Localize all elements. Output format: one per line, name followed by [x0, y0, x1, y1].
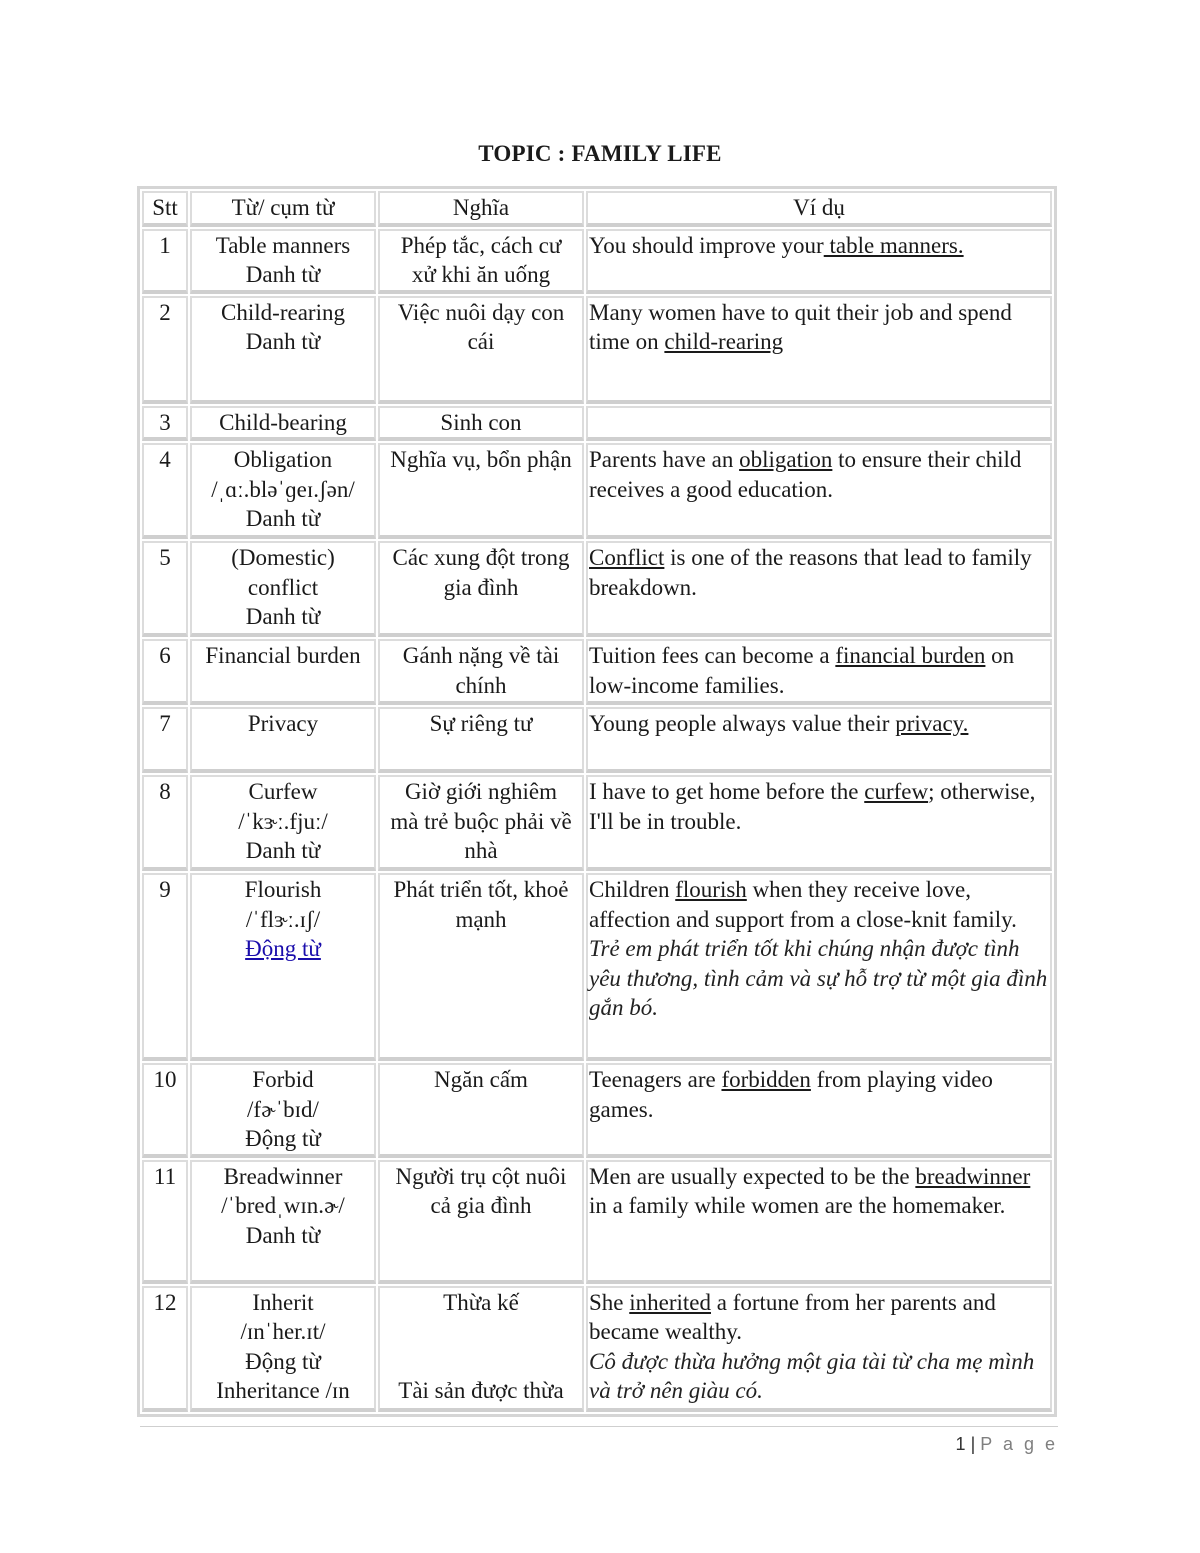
example-cell: [586, 406, 1052, 442]
word-cell: [190, 296, 376, 404]
example-keyword: obligation: [739, 447, 833, 472]
meaning-line: gia đình: [443, 574, 519, 600]
example-sentence: [589, 1067, 993, 1122]
word-line: /fɚˈbɪd/: [247, 1096, 319, 1122]
example-text: Men are usually expected to be the: [589, 1163, 916, 1189]
table-row: [142, 639, 1052, 705]
meaning-line: Gánh nặng về tài: [402, 643, 560, 668]
example-text: a fortune from her parents and became wealthy.: [589, 1289, 996, 1344]
word-cell: [190, 229, 376, 294]
meaning-line: cái: [467, 329, 495, 354]
example-text: Tuition fees can become a: [589, 643, 836, 668]
page-label: P a g e: [980, 1434, 1058, 1454]
word-line: Flourish: [244, 877, 322, 902]
word-line: Danh từ: [245, 604, 321, 629]
example-sentence: [589, 447, 1021, 502]
meaning-cell: [378, 229, 584, 294]
table-row: [142, 443, 1052, 539]
meaning-cell: [378, 873, 584, 1061]
meaning-line: xử khi ăn uống: [411, 262, 551, 287]
row-number: 12: [142, 1286, 188, 1412]
word-cell: [190, 406, 376, 442]
meaning-cell: [378, 541, 584, 637]
word-line: /ˈflɝː.ɪʃ/: [245, 906, 321, 932]
footer-rule: [140, 1426, 1058, 1427]
row-number: 7: [142, 707, 188, 773]
meaning-line: [381, 1347, 581, 1377]
page-number: 1: [955, 1434, 966, 1454]
table-row: [142, 541, 1052, 637]
page-separator: |: [970, 1434, 976, 1454]
example-text: in a family while women are the homemaker.: [589, 1193, 1006, 1218]
example-keyword: forbidden: [721, 1067, 811, 1092]
header-stt: Stt: [142, 191, 188, 227]
word-cell: [190, 639, 376, 705]
example-text: ; otherwise, I'll be in trouble.: [589, 779, 1036, 834]
meaning-cell: [378, 1160, 584, 1284]
word-line: Danh từ: [245, 506, 321, 531]
meaning-line: Phát triển tốt, khoẻ: [393, 877, 569, 902]
example-cell: [586, 639, 1052, 705]
example-sentence: [589, 300, 1012, 355]
example-keyword: Conflict: [589, 545, 665, 570]
vocabulary-table: [137, 186, 1057, 1417]
example-translation: Trẻ em phát triển tốt khi chúng nhận được tình yêu thương, tình cảm và sự hỗ trợ từ một gia đình gắn bó.: [589, 936, 1048, 1020]
example-cell: [586, 541, 1052, 637]
example-text: Children: [589, 877, 676, 902]
example-cell: [586, 1063, 1052, 1158]
meaning-line: Tài sản được thừa: [398, 1378, 564, 1403]
example-cell: [586, 229, 1052, 294]
word-line: Danh từ: [245, 262, 321, 287]
meaning-cell: [378, 1286, 584, 1412]
example-text: Teenagers are: [589, 1067, 722, 1092]
example-keyword: privacy.: [895, 711, 969, 736]
example-text: to ensure their child receives a good education.: [589, 447, 1022, 502]
word-line: /ˈkɝː.fjuː/: [238, 808, 328, 834]
meaning-line: Thừa kế: [443, 1289, 519, 1315]
example-keyword: flourish: [675, 877, 747, 902]
word-type-link[interactable]: Động từ: [245, 936, 321, 961]
word-line: Forbid: [252, 1067, 314, 1092]
table-row: [142, 296, 1052, 404]
example-text: when they receive love, affection and support from a close-knit family.: [589, 877, 1017, 932]
row-number: 1: [142, 229, 188, 294]
example-text: You should improve your: [589, 232, 824, 258]
example-sentence: [589, 1290, 996, 1345]
page-footer: [956, 1434, 1058, 1455]
word-line: (Domestic): [231, 545, 335, 570]
meaning-line: [381, 1317, 581, 1347]
table-row: [142, 873, 1052, 1061]
word-cell: [190, 707, 376, 773]
word-line: Child-bearing: [219, 409, 347, 435]
table-row: [142, 1160, 1052, 1284]
table-row: [142, 707, 1052, 773]
meaning-cell: [378, 707, 584, 773]
word-line: conflict: [247, 574, 319, 600]
meaning-line: Các xung đột trong: [392, 545, 570, 570]
example-cell: [586, 873, 1052, 1061]
word-cell: [190, 775, 376, 871]
word-line: Động từ: [245, 1126, 321, 1151]
meaning-line: Việc nuôi dạy con: [397, 299, 565, 325]
example-keyword: curfew: [864, 779, 929, 804]
header-word: Từ/ cụm từ: [190, 191, 376, 227]
header-example: Ví dụ: [586, 191, 1052, 227]
meaning-cell: [378, 639, 584, 705]
word-line: Inheritance /ɪn: [216, 1378, 350, 1403]
meaning-line: Nghĩa vụ, bổn phận: [390, 447, 572, 472]
meaning-line: Ngăn cấm: [434, 1067, 528, 1092]
example-sentence: [589, 779, 1035, 834]
example-sentence: [589, 233, 964, 258]
word-line: Privacy: [247, 711, 319, 736]
word-line: /ˈbredˌwɪn.ɚ/: [221, 1193, 345, 1218]
example-cell: [586, 1160, 1052, 1284]
example-translation: Cô được thừa hưởng một gia tài từ cha mẹ mình và trở nên giàu có.: [589, 1348, 1035, 1403]
example-sentence: [589, 545, 1032, 600]
meaning-line: Phép tắc, cách cư: [400, 232, 562, 258]
row-number: 3: [142, 406, 188, 442]
page-title: TOPIC : FAMILY LIFE: [478, 141, 722, 166]
example-keyword: child-rearing: [664, 329, 784, 354]
row-number: 2: [142, 296, 188, 404]
table-row: [142, 406, 1052, 442]
row-number: 6: [142, 639, 188, 705]
example-cell: [586, 443, 1052, 539]
meaning-line: nhà: [464, 838, 498, 863]
meaning-line: mạnh: [455, 906, 507, 932]
meaning-line: Sinh con: [440, 409, 522, 435]
table-body: [142, 229, 1052, 1412]
example-sentence: [589, 711, 968, 736]
table-row: [142, 1063, 1052, 1158]
example-text: is one of the reasons that lead to family breakdown.: [589, 545, 1032, 600]
header-meaning: Nghĩa: [378, 191, 584, 227]
example-keyword: table manners.: [823, 232, 964, 258]
example-text: Many women have to quit their job and spend time on: [589, 299, 1012, 354]
word-line: Child-rearing: [221, 299, 345, 325]
row-number: 10: [142, 1063, 188, 1158]
example-text: I have to get home before the: [589, 779, 865, 804]
table-row: [142, 1286, 1052, 1412]
word-cell: [190, 1286, 376, 1412]
table-header-row: [142, 191, 1052, 227]
example-keyword: financial burden: [835, 643, 986, 668]
meaning-cell: [378, 296, 584, 404]
row-number: 5: [142, 541, 188, 637]
word-line: Financial burden: [205, 643, 361, 668]
word-line: Động từ: [245, 1348, 321, 1374]
word-line: Table manners: [215, 232, 351, 258]
word-line: Curfew: [248, 779, 318, 804]
example-text: Parents have an: [589, 447, 740, 472]
example-text: on low-income families.: [589, 643, 1015, 698]
word-line: /ɪnˈher.ɪt/: [240, 1319, 326, 1344]
word-line: Inherit: [252, 1289, 314, 1315]
meaning-line: chính: [455, 672, 507, 698]
word-cell: [190, 1063, 376, 1158]
word-line: Danh từ: [245, 838, 321, 863]
meaning-cell: [378, 443, 584, 539]
row-number: 4: [142, 443, 188, 539]
meaning-line: Giờ giới nghiêm: [404, 779, 558, 804]
meaning-line: Người trụ cột nuôi: [395, 1163, 567, 1189]
example-cell: [586, 1286, 1052, 1412]
row-number: 11: [142, 1160, 188, 1284]
example-text: Young people always value their: [589, 711, 896, 736]
example-sentence: [589, 1164, 1030, 1219]
table-row: [142, 775, 1052, 871]
word-line: Breadwinner: [223, 1163, 343, 1189]
meaning-line: Sự riêng tư: [429, 711, 533, 736]
example-cell: [586, 707, 1052, 773]
word-line: Danh từ: [245, 1222, 321, 1248]
row-number: 8: [142, 775, 188, 871]
example-keyword: inherited: [629, 1289, 711, 1315]
example-sentence: [589, 643, 1014, 698]
row-number: 9: [142, 873, 188, 1061]
meaning-cell: [378, 406, 584, 442]
word-cell: [190, 541, 376, 637]
example-cell: [586, 296, 1052, 404]
meaning-cell: [378, 775, 584, 871]
word-cell: [190, 443, 376, 539]
word-line: Danh từ: [245, 329, 321, 354]
word-line: Obligation: [233, 447, 333, 472]
example-text: from playing video games.: [589, 1067, 993, 1122]
example-sentence: [589, 877, 1017, 932]
word-cell: [190, 873, 376, 1061]
word-line: /ˌɑː.bləˈɡeɪ.ʃən/: [211, 476, 355, 502]
example-keyword: breadwinner: [915, 1163, 1031, 1189]
table-row: [142, 229, 1052, 294]
meaning-line: mà trẻ buộc phải về: [390, 808, 572, 834]
meaning-line: cả gia đình: [430, 1193, 532, 1218]
example-cell: [586, 775, 1052, 871]
word-cell: [190, 1160, 376, 1284]
meaning-cell: [378, 1063, 584, 1158]
example-text: She: [589, 1289, 630, 1315]
